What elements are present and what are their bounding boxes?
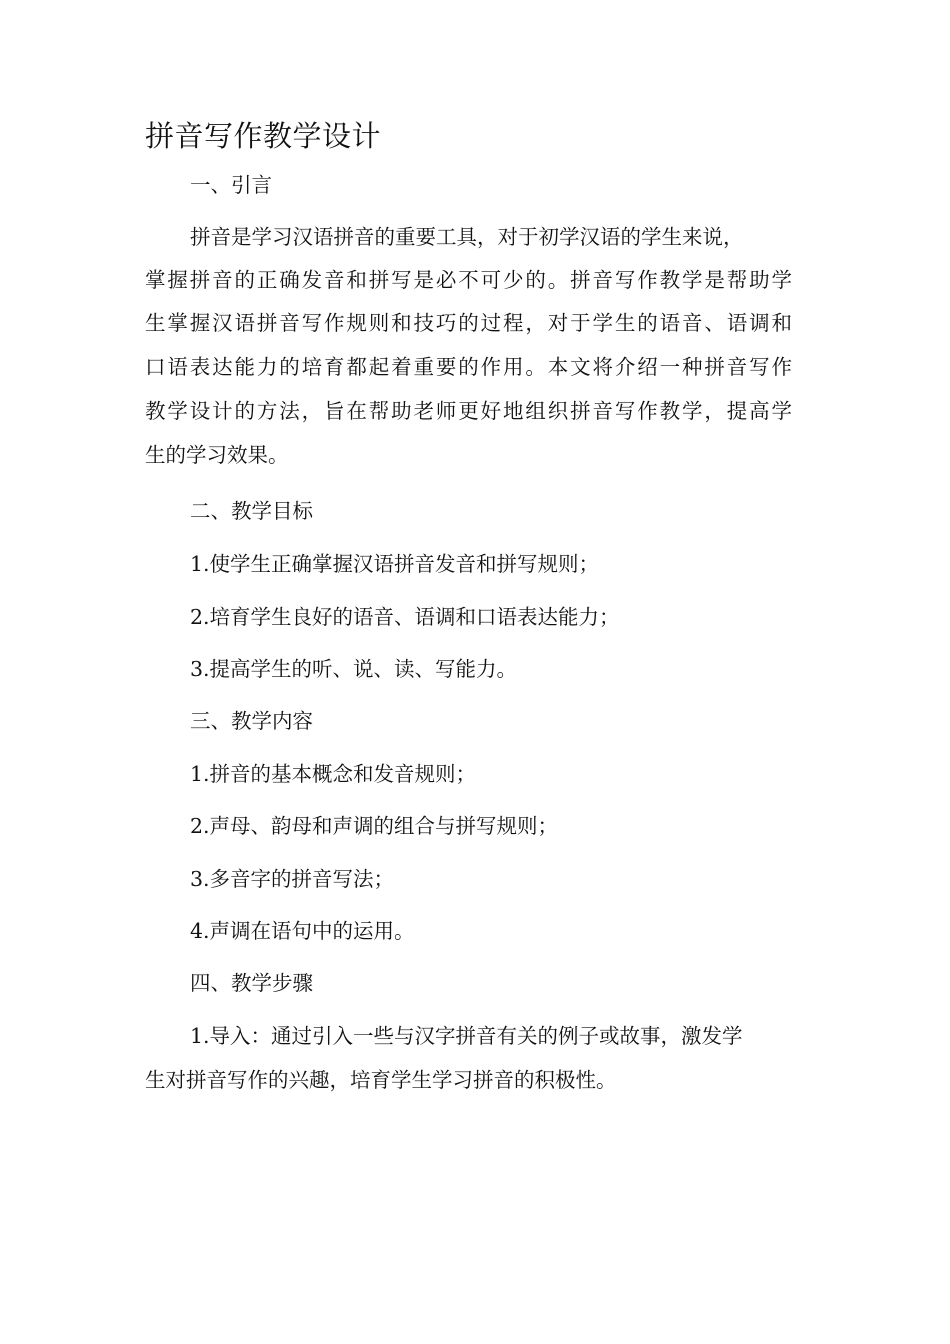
document-title: 拼音写作教学设计	[145, 119, 382, 153]
content-item: 3.多音字的拼音写法；	[190, 867, 395, 891]
content-item: 4.声调在语句中的运用。	[190, 919, 415, 943]
section-heading-steps: 四、教学步骤	[190, 971, 313, 995]
section-heading-intro: 一、引言	[190, 173, 272, 197]
content-item: 2.声母、韵母和声调的组合与拼写规则；	[190, 814, 559, 838]
intro-paragraph-line: 教学设计的方法，旨在帮助老师更好地组织拼音写作教学，提高学	[145, 399, 792, 423]
step-paragraph-line: 1.导入：通过引入一些与汉字拼音有关的例子或故事，激发学	[190, 1024, 743, 1048]
intro-paragraph-line: 生的学习效果。	[145, 443, 289, 467]
section-heading-content: 三、教学内容	[190, 709, 313, 733]
step-paragraph-line: 生对拼音写作的兴趣，培育学生学习拼音的积极性。	[145, 1068, 617, 1092]
intro-paragraph-line: 拼音是学习汉语拼音的重要工具，对于初学汉语的学生来说，	[190, 225, 744, 249]
goal-item: 1.使学生正确掌握汉语拼音发音和拼写规则；	[190, 552, 600, 576]
goal-item: 3.提高学生的听、说、读、写能力。	[190, 657, 518, 681]
intro-paragraph-line: 生掌握汉语拼音写作规则和技巧的过程，对于学生的语音、语调和	[145, 311, 792, 335]
content-item: 1.拼音的基本概念和发音规则；	[190, 762, 477, 786]
goal-item: 2.培育学生良好的语音、语调和口语表达能力；	[190, 605, 620, 629]
intro-paragraph-line: 口语表达能力的培育都起着重要的作用。本文将介绍一种拼音写作	[145, 355, 792, 379]
intro-paragraph-line: 掌握拼音的正确发音和拼写是必不可少的。拼音写作教学是帮助学	[145, 268, 792, 292]
section-heading-goals: 二、教学目标	[190, 499, 313, 523]
